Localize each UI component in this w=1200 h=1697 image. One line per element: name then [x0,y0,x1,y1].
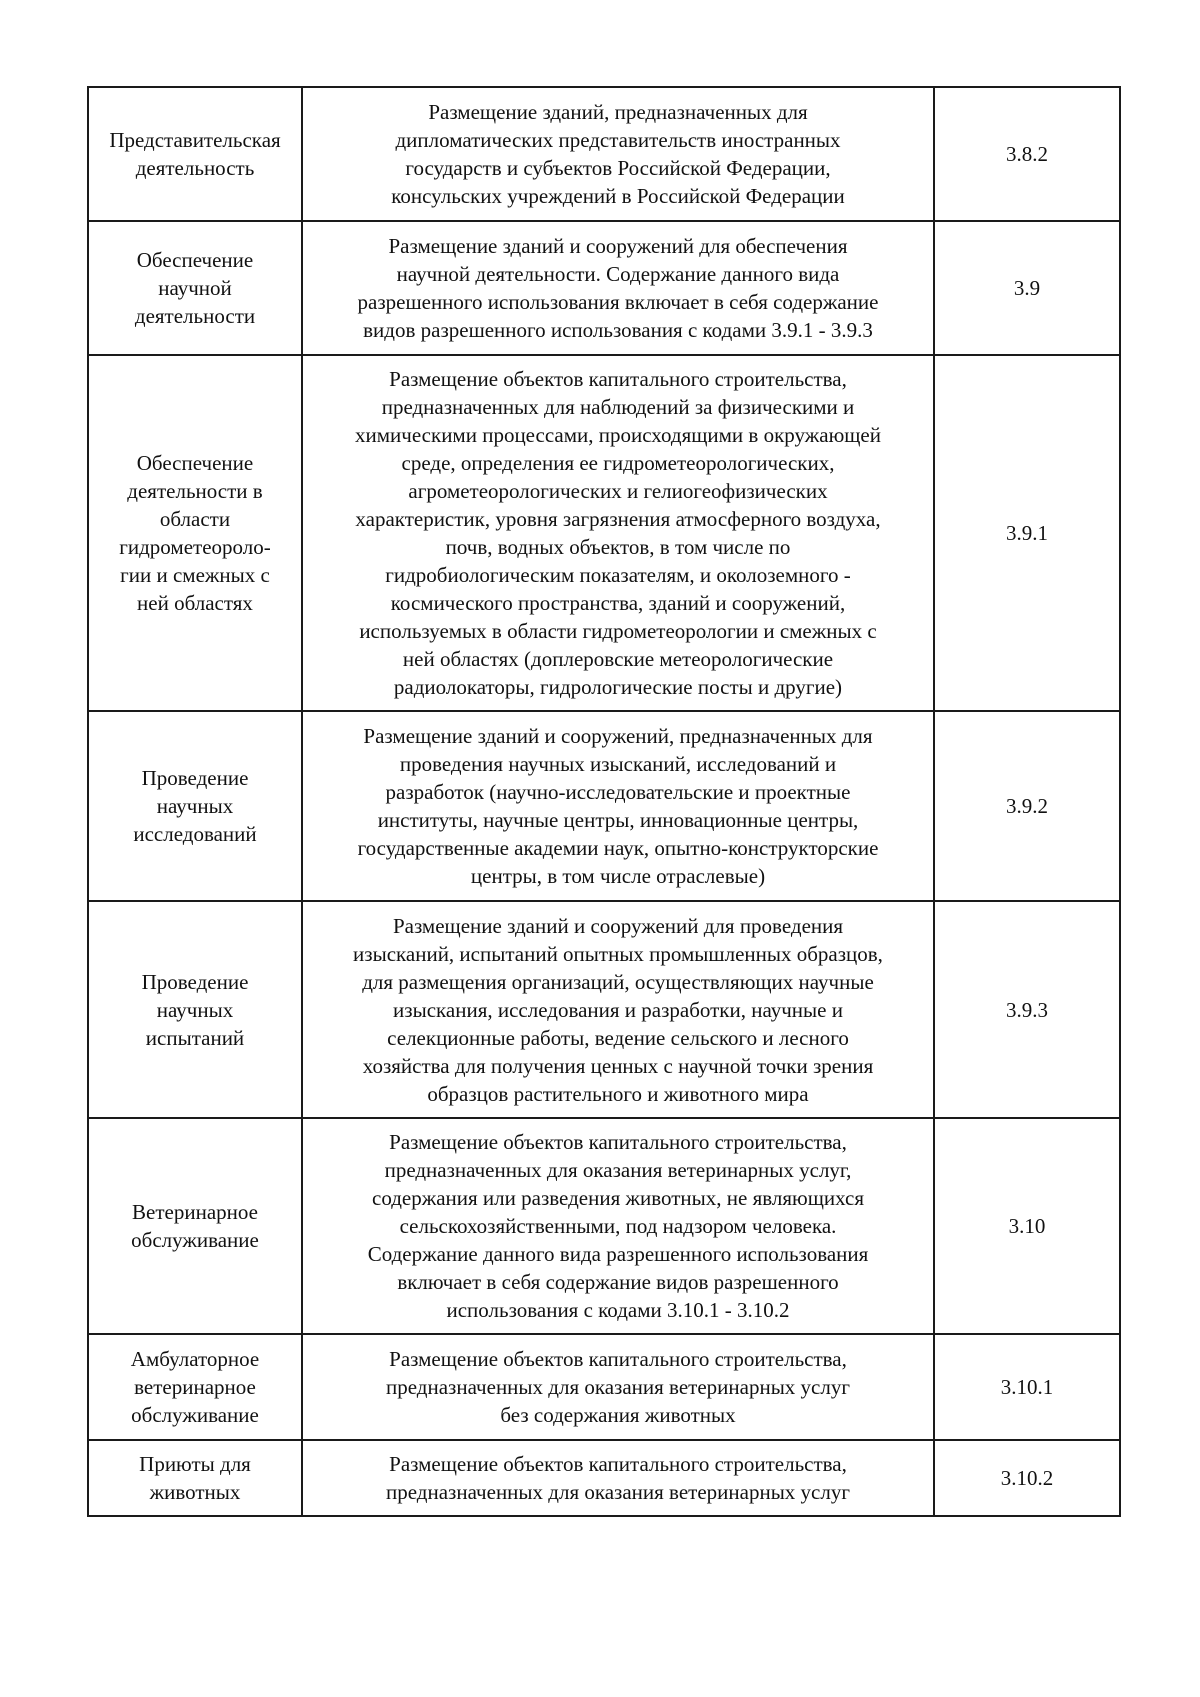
land-use-table [87,86,1121,1517]
use-type-name: Представительская деятельность [88,87,302,221]
use-type-description: Размещение зданий и сооружений, предназначенных для проведения научных изысканий, исследований и разработок (научно-исследовательские и проектные институты, научные центры, инновационные центры, государственные академии наук, опытно-конструкторские центры, в том числе отраслевые) [302,711,934,901]
table-row [88,355,1120,711]
use-type-description: Размещение объектов капитального строительства, предназначенных для оказания ветеринарных услуг без содержания животных [302,1334,934,1440]
table-row [88,711,1120,901]
use-type-name: Приюты для животных [88,1440,302,1516]
use-type-name: Проведение научных исследований [88,711,302,901]
table-row [88,1440,1120,1516]
use-type-name: Проведение научных испытаний [88,901,302,1118]
use-type-name: Амбулаторное ветеринарное обслуживание [88,1334,302,1440]
table-row [88,901,1120,1118]
use-type-description: Размещение зданий, предназначенных для дипломатических представительств иностранных государств и субъектов Российской Федерации, консульских учреждений в Российской Федерации [302,87,934,221]
use-type-code: 3.9.1 [934,355,1120,711]
use-type-description: Размещение объектов капитального строительства, предназначенных для оказания ветеринарных услуг, содержания или разведения животных, не являющихся сельскохозяйственными, под надзором человека. Содержание данного вида разрешенного использования включает в себя содержание видов разрешенного использования с кодами 3.10.1 - 3.10.2 [302,1118,934,1334]
use-type-name: Ветеринарное обслуживание [88,1118,302,1334]
use-type-code: 3.9.2 [934,711,1120,901]
use-type-description: Размещение объектов капитального строительства, предназначенных для оказания ветеринарных услуг [302,1440,934,1516]
table-row [88,1118,1120,1334]
table-row [88,87,1120,221]
use-type-description: Размещение зданий и сооружений для обеспечения научной деятельности. Содержание данного вида разрешенного использования включает в себя содержание видов разрешенного использования с кодами 3.9.1 - 3.9.3 [302,221,934,355]
use-type-name: Обеспечение научной деятельности [88,221,302,355]
use-type-code: 3.10.2 [934,1440,1120,1516]
use-type-code: 3.10.1 [934,1334,1120,1440]
table-row [88,1334,1120,1440]
use-type-code: 3.8.2 [934,87,1120,221]
use-type-description: Размещение объектов капитального строительства, предназначенных для наблюдений за физическими и химическими процессами, происходящими в окружающей среде, определения ее гидрометеорологических, агрометеорологических и гелиогеофизических характеристик, уровня загрязнения атмосферного воздуха, почв, водных объектов, в том числе по гидробиологическим показателям, и околоземного - космического пространства, зданий и сооружений, используемых в области гидрометеорологии и смежных с ней областях (доплеровские метеорологические радиолокаторы, гидрологические посты и другие) [302,355,934,711]
use-type-code: 3.10 [934,1118,1120,1334]
use-type-description: Размещение зданий и сооружений для проведения изысканий, испытаний опытных промышленных образцов, для размещения организаций, осуществляющих научные изыскания, исследования и разработки, научные и селекционные работы, ведение сельского и лесного хозяйства для получения ценных с научной точки зрения образцов растительного и животного мира [302,901,934,1118]
use-type-code: 3.9 [934,221,1120,355]
use-type-code: 3.9.3 [934,901,1120,1118]
use-type-name: Обеспечение деятельности в области гидрометеороло- гии и смежных с ней областях [88,355,302,711]
table-row [88,221,1120,355]
